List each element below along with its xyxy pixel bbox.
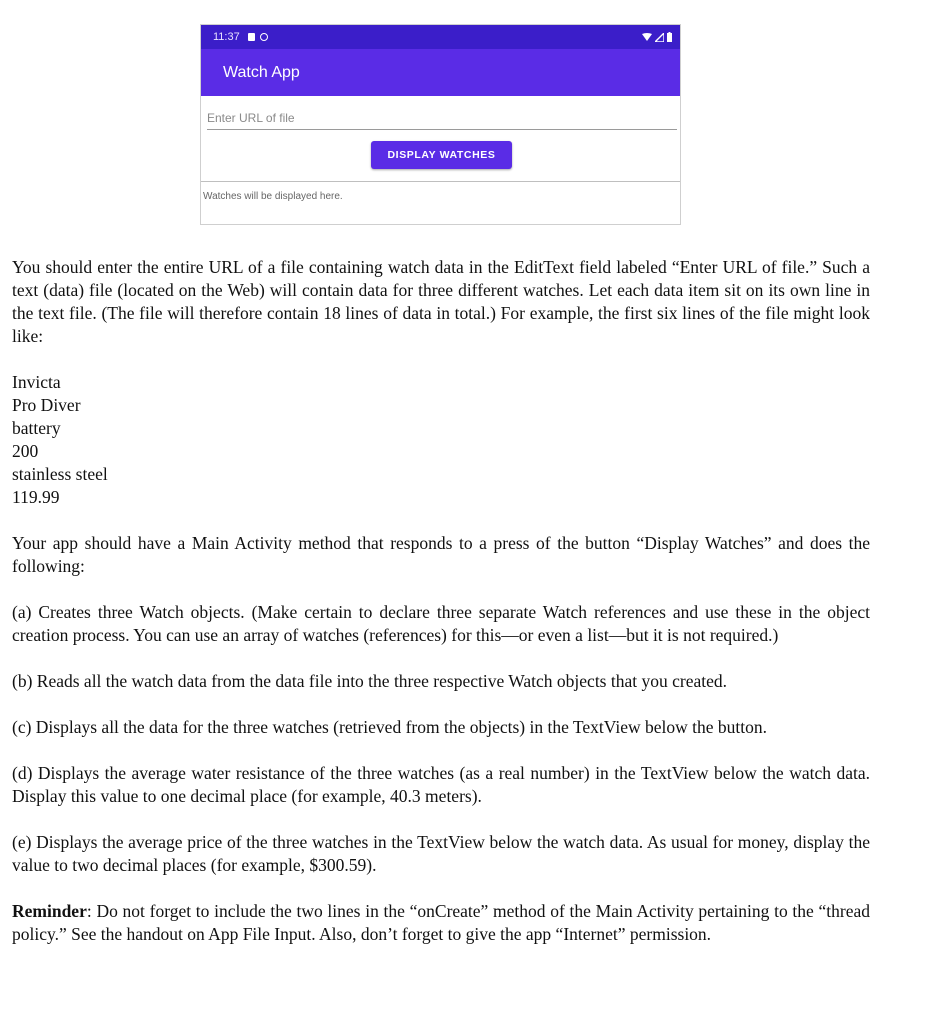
- divider: [201, 181, 680, 182]
- battery-icon: [667, 32, 672, 42]
- example-line: 119.99: [12, 487, 60, 507]
- method-intro-paragraph: Your app should have a Main Activity method that responds to a press of the button “Display Watches” and does the following:: [12, 533, 870, 576]
- example-line: stainless steel: [12, 464, 108, 484]
- wifi-icon: [642, 33, 652, 42]
- step-e: (e) Displays the average price of the three watches in the TextView below the watch data. As usual for money, display the value to two decimal places (for example, $300.59).: [12, 832, 870, 875]
- sync-icon: [260, 33, 268, 41]
- sim-card-icon: [248, 33, 255, 41]
- status-icons: [642, 32, 672, 42]
- example-data-block: [12, 371, 870, 509]
- reminder-paragraph: [12, 900, 870, 946]
- example-line: Pro Diver: [12, 395, 81, 415]
- app-title: Watch App: [223, 63, 300, 81]
- step-a: (a) Creates three Watch objects. (Make certain to declare three separate Watch references and use these in the object creation process. You can use an array of watches (references) for this—or even a list—but it is not required.): [12, 602, 870, 645]
- step-d: (d) Displays the average water resistance of the three watches (as a real number) in the TextView below the watch data. Display this value to one decimal place (for example, 40.3 meters).: [12, 763, 870, 806]
- signal-icon: [655, 33, 664, 42]
- step-b: (b) Reads all the watch data from the data file into the three respective Watch objects that you created.: [12, 671, 727, 691]
- status-bar: [201, 25, 680, 49]
- intro-paragraph: You should enter the entire URL of a file containing watch data in the EditText field labeled “Enter URL of file.” Such a text (data) file (located on the Web) will contain data for three different watches. Let each data item sit on its own line in the text file. (The file will therefore contain 18 lines of data in total.) For example, the first six lines of the file might look like:: [12, 257, 870, 346]
- app-bar: [201, 49, 680, 96]
- reminder-label: Reminder: [12, 901, 87, 921]
- url-input[interactable]: [207, 107, 677, 130]
- phone-screenshot: [200, 24, 681, 225]
- assignment-text: [12, 256, 870, 946]
- reminder-text: : Do not forget to include the two lines in the “onCreate” method of the Main Activity pertaining to the “thread policy.” See the handout on App File Input. Also, don’t forget to give the app “Internet” permission.: [12, 901, 870, 944]
- example-line: 200: [12, 441, 39, 461]
- watches-output-text: Watches will be displayed here.: [203, 191, 343, 202]
- example-line: battery: [12, 418, 61, 438]
- status-time: 11:37: [213, 31, 240, 43]
- step-c: (c) Displays all the data for the three watches (retrieved from the objects) in the TextView below the button.: [12, 717, 767, 737]
- display-watches-button[interactable]: DISPLAY WATCHES: [371, 141, 512, 169]
- example-line: Invicta: [12, 372, 61, 392]
